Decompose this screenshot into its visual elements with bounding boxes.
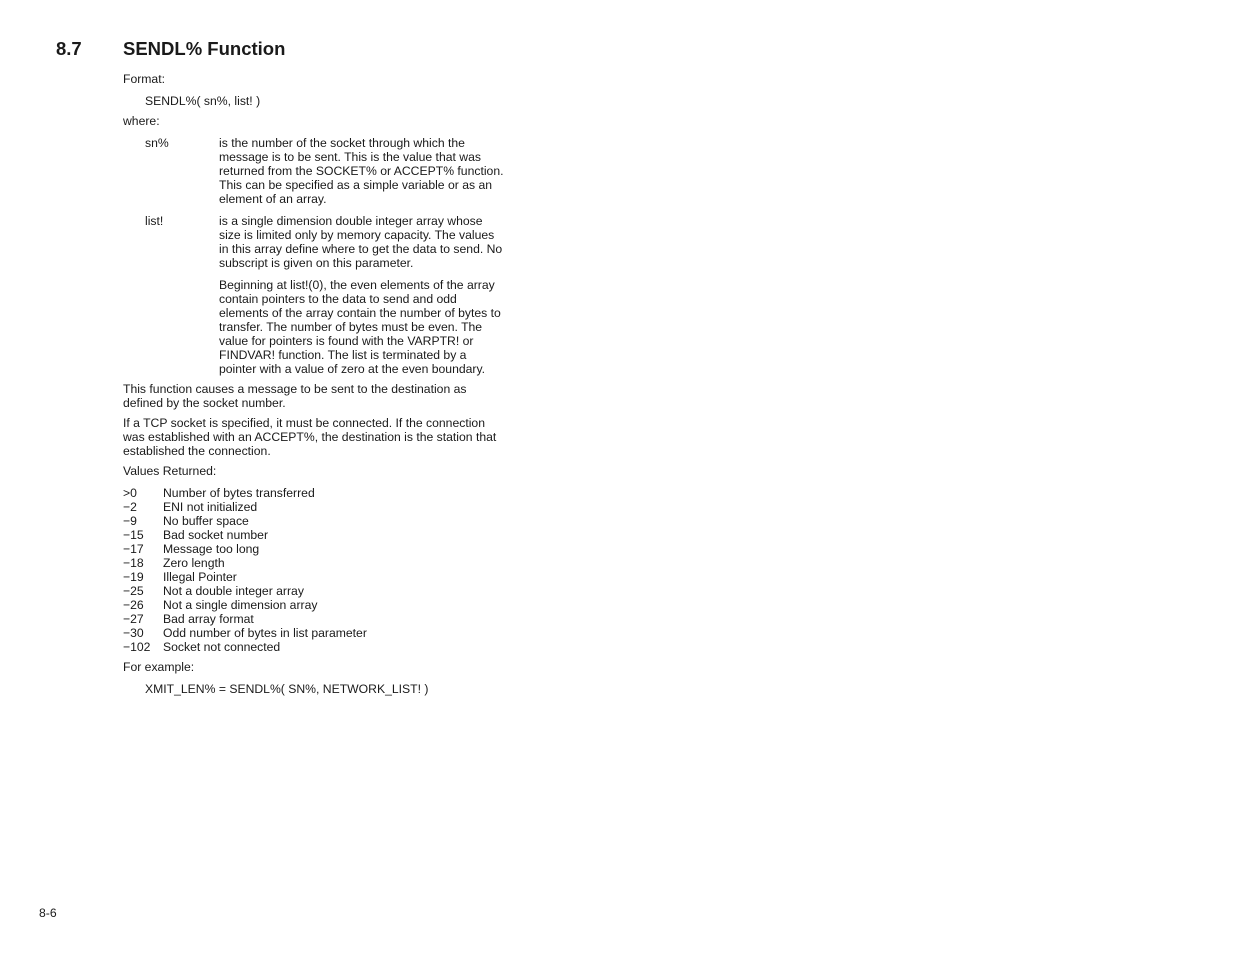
return-code: −17 xyxy=(123,542,144,556)
example-code: XMIT_LEN% = SENDL%( SN%, NETWORK_LIST! ) xyxy=(145,682,429,696)
param-description: is a single dimension double integer array whose size is limited only by memory capacity. The values in this array define where to get the data to send. No subscript is given on this parameter. xyxy=(219,214,503,270)
example-label: For example: xyxy=(123,660,195,674)
return-code: −27 xyxy=(123,612,144,626)
param-row xyxy=(123,214,513,270)
return-text: Bad array format xyxy=(163,612,254,626)
return-code: −102 xyxy=(123,640,151,654)
return-text: Zero length xyxy=(163,556,225,570)
return-code: −25 xyxy=(123,584,144,598)
return-code: −2 xyxy=(123,500,137,514)
return-text: No buffer space xyxy=(163,514,249,528)
return-text: Bad socket number xyxy=(163,528,269,542)
return-values-list xyxy=(123,486,513,654)
return-value-row xyxy=(123,570,513,584)
param-name: sn% xyxy=(145,136,169,150)
return-code: −30 xyxy=(123,626,144,640)
return-code: −15 xyxy=(123,528,144,542)
return-value-row xyxy=(123,640,513,654)
return-code: −19 xyxy=(123,570,144,584)
return-text: Not a double integer array xyxy=(163,584,304,598)
return-value-row xyxy=(123,500,513,514)
return-text: Not a single dimension array xyxy=(163,598,318,612)
return-value-row xyxy=(123,556,513,570)
param-name: list! xyxy=(145,214,164,228)
param-row xyxy=(123,136,513,206)
section-body xyxy=(123,72,513,696)
where-label: where: xyxy=(123,114,160,128)
return-code: −18 xyxy=(123,556,144,570)
param-description: is the number of the socket through which the message is to be sent. This is the value that was returned from the SOCKET% or ACCEPT% function. This can be specified as a simple variable or as an element of an array. xyxy=(219,136,504,206)
syntax-line: SENDL%( sn%, list! ) xyxy=(145,94,261,108)
return-value-row xyxy=(123,626,513,640)
return-code: −9 xyxy=(123,514,137,528)
page-number: 8-6 xyxy=(39,906,57,920)
values-returned-label: Values Returned: xyxy=(123,464,217,478)
return-value-row xyxy=(123,584,513,598)
return-code: >0 xyxy=(123,486,137,500)
return-text: Message too long xyxy=(163,542,260,556)
paragraph: If a TCP socket is specified, it must be connected. If the connection was established with an ACCEPT%, the destination is the station that established the connection. xyxy=(123,416,497,458)
format-label: Format: xyxy=(123,72,165,86)
return-value-row xyxy=(123,612,513,626)
return-code: −26 xyxy=(123,598,144,612)
return-value-row xyxy=(123,514,513,528)
return-value-row xyxy=(123,598,513,612)
return-text: Odd number of bytes in list parameter xyxy=(163,626,367,640)
return-text: Illegal Pointer xyxy=(163,570,237,584)
return-value-row xyxy=(123,486,513,500)
return-text: ENI not initialized xyxy=(163,500,258,514)
return-text: Socket not connected xyxy=(163,640,281,654)
section-number: 8.7 xyxy=(56,38,82,59)
return-text: Number of bytes transferred xyxy=(163,486,315,500)
return-value-row xyxy=(123,542,513,556)
return-value-row xyxy=(123,528,513,542)
section-title: SENDL% Function xyxy=(123,38,286,59)
param-continuation: Beginning at list!(0), the even elements of the array contain pointers to the data to send and odd elements of the array contain the number of bytes to transfer. The number of bytes must be even. The value for pointers is found with the VARPTR! or FINDVAR! function. The list is terminated by a pointer with a value of zero at the even boundary. xyxy=(219,278,501,376)
paragraph: This function causes a message to be sent to the destination as defined by the socket number. xyxy=(123,382,467,410)
